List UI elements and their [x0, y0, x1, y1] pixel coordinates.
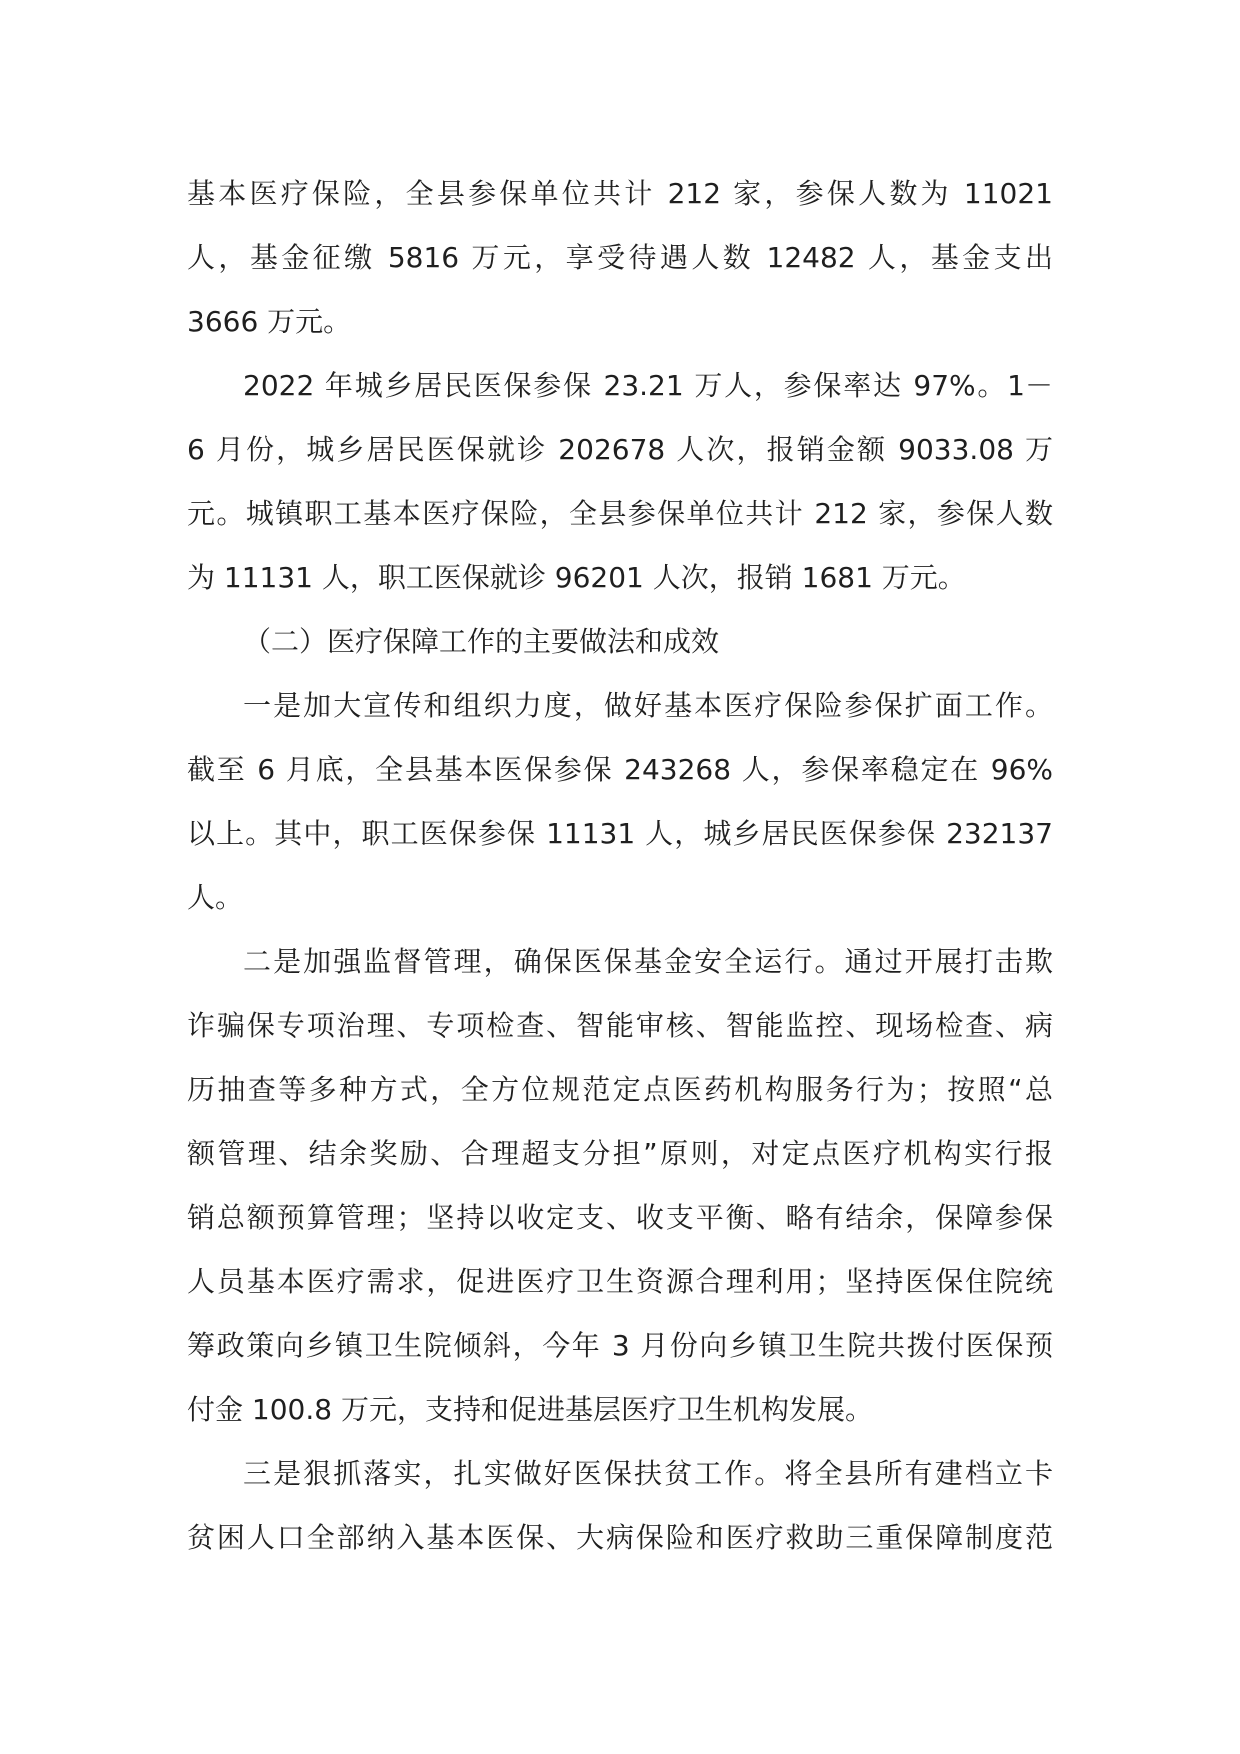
paragraph-first-line: 一是加大宣传和组织力度，做好基本医疗保险参保扩面工作。 [243, 689, 1053, 722]
text-line: 人员基本医疗需求，促进医疗卫生资源合理利用；坚持医保住院统 [187, 1265, 1053, 1298]
paragraph-first-line: 二是加强监督管理，确保医保基金安全运行。通过开展打击欺 [243, 945, 1053, 978]
text-line: 贫困人口全部纳入基本医保、大病保险和医疗救助三重保障制度范 [187, 1521, 1053, 1554]
text-line: 销总额预算管理；坚持以收定支、收支平衡、略有结余，保障参保 [187, 1201, 1053, 1234]
text-line: 截至 6 月底，全县基本医保参保 243268 人，参保率稳定在 96% [187, 753, 1053, 786]
section-heading: （二）医疗保障工作的主要做法和成效 [243, 625, 720, 658]
text-line: 基本医疗保险，全县参保单位共计 212 家，参保人数为 11021 [187, 177, 1053, 210]
paragraph-first-line: 2022 年城乡居民医保参保 23.21 万人，参保率达 97%。1－ [243, 369, 1053, 402]
text-line: 人，基金征缴 5816 万元，享受待遇人数 12482 人，基金支出 [187, 241, 1053, 274]
text-line: 历抽查等多种方式，全方位规范定点医药机构服务行为；按照“总 [187, 1073, 1053, 1106]
paragraph-first-line: 三是狠抓落实，扎实做好医保扶贫工作。将全县所有建档立卡 [243, 1457, 1053, 1490]
text-line: 为 11131 人，职工医保就诊 96201 人次，报销 1681 万元。 [187, 561, 966, 594]
text-line: 以上。其中，职工医保参保 11131 人，城乡居民医保参保 232137 [187, 817, 1053, 850]
text-line: 额管理、结余奖励、合理超支分担”原则，对定点医疗机构实行报 [187, 1137, 1053, 1170]
text-line: 诈骗保专项治理、专项检查、智能审核、智能监控、现场检查、病 [187, 1009, 1053, 1042]
text-line: 6 月份，城乡居民医保就诊 202678 人次，报销金额 9033.08 万 [187, 433, 1053, 466]
text-line: 元。城镇职工基本医疗保险，全县参保单位共计 212 家，参保人数 [187, 497, 1053, 530]
text-line: 人。 [187, 881, 244, 914]
text-line: 3666 万元。 [187, 305, 352, 338]
document-body [187, 162, 1053, 1570]
text-line: 筹政策向乡镇卫生院倾斜，今年 3 月份向乡镇卫生院共拨付医保预 [187, 1329, 1053, 1362]
text-line: 付金 100.8 万元，支持和促进基层医疗卫生机构发展。 [187, 1393, 873, 1426]
